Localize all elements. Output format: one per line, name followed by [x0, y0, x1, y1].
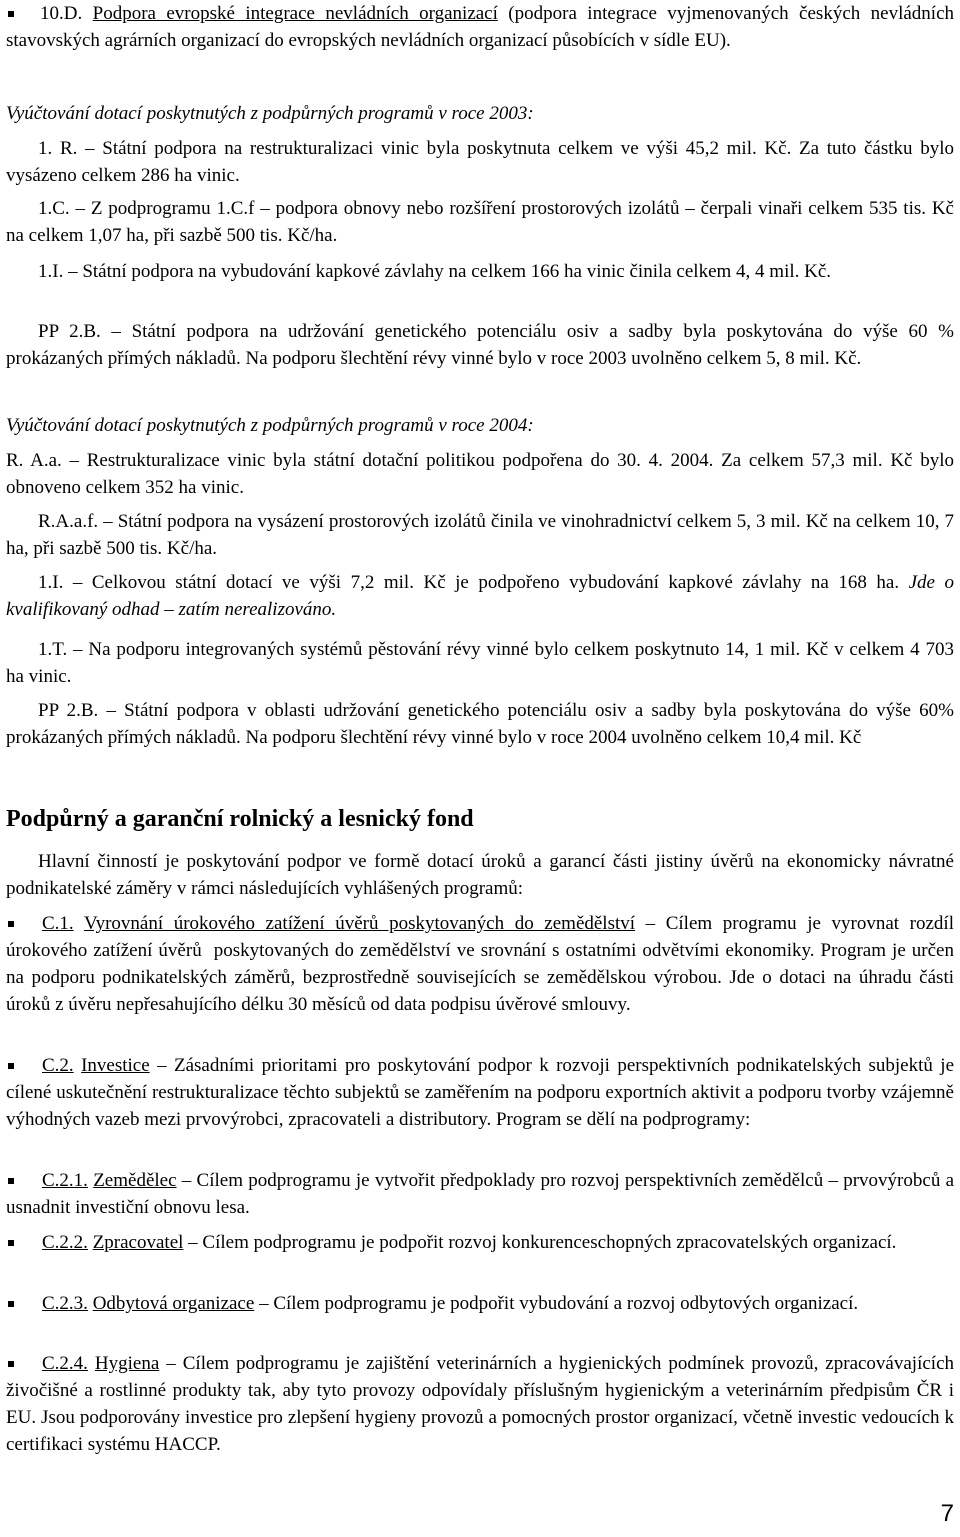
program-code[interactable]: C.2.3. — [42, 1293, 88, 1314]
program-title[interactable]: Vyrovnání úrokového zatížení úvěrů poskytovaných do zemědělství — [83, 913, 636, 934]
paragraph-2003-pp2b: PP 2.B. – Státní podpora na udržování genetického potenciálu osiv a sadby byla poskytována do výše 60 % prokázaných přímých nákladů. Na podporu šlechtění révy vinné bylo v roce 2003 uvolněno celkem 5, 8 mil. Kč. — [6, 321, 954, 369]
fund-heading: Podpůrný a garanční rolnický a lesnický fond — [6, 806, 474, 832]
bullet-icon — [8, 1063, 14, 1069]
paragraph-2004-pp2b: PP 2.B. – Státní podpora v oblasti udržování genetického potenciálu osiv a sadby byla poskytována do výše 60% prokázaných přímých nákladů. Na podporu šlechtění révy vinné bylo v roce 2004 uvolněno celkem 10,4 mil. Kč — [6, 700, 954, 748]
program-text: – Zásadními prioritami pro poskytování podpor k rozvoji perspektivních podnikatelských subjektů je cílené uskutečnění restrukturalizace těchto subjektů se zaměřením na podporu exportních aktivit a podporu tvorby vzájemně výhodných vazeb mezi prvovýrobci, zpracovateli a distributory. Program se dělí na podprogramy: — [6, 1055, 959, 1130]
program-title[interactable]: Investice — [81, 1055, 150, 1076]
paragraph-2003-1c: 1.C. – Z podprogramu 1.C.f – podpora obnovy nebo rozšíření prostorových izolátů – čerpali vinaři celkem 535 tis. Kč na celkem 1,07 ha, při sazbě 500 tis. Kč/ha. — [6, 198, 954, 246]
program-code[interactable]: C.2.1. — [42, 1170, 88, 1191]
paragraph-2003-1r: 1. R. – Státní podpora na restrukturalizaci vinic byla poskytnuta celkem ve výši 45,2 mil. Kč. Za tuto částku bylo vysázeno celkem 286 ha vinic. — [6, 138, 954, 186]
program-text: – Cílem podprogramu je zajištění veterinárních a hygienických podmínek provozů, zpracovávajících živočišné a rostlinné produkty tak, aby tyto provozy odpovídaly příslušným hygienickým a veterinárním předpisům ČR i EU. Jsou podporovány investice pro zlepšení hygieny provozů a pomocných prostor organizací, včetně investic vedoucích k certifikaci systému HACCP. — [6, 1353, 959, 1455]
page-number: 7 — [940, 1500, 954, 1527]
program-item-c23 — [6, 1290, 954, 1317]
program-text: – Cílem programu je vyrovnat rozdíl úrokového zatížení úvěrů poskytovaných do zemědělství ve srovnání s ostatními odvětvími ekonomiky. Program je určen na podporu podnikatelských záměrů, bezprostředně souvisejících se zemědělskou výrobou. Jde o dotaci na úhradu části úroků z úvěru nepřesahujícího délku 30 měsíců od data podpisu úvěrové smlouvy. — [6, 913, 959, 1015]
program-title[interactable]: Zpracovatel — [92, 1232, 184, 1253]
fund-intro: Hlavní činností je poskytování podpor ve formě dotací úroků a garancí části jistiny úvěrů na ekonomicky návratné podnikatelské záměry v rámci následujících vyhlášených programů: — [6, 851, 954, 899]
paragraph-text: 1.I. – Celkovou státní dotací ve výši 7,2 mil. Kč je podpořeno vybudování kapkové závlahy na 168 ha. — [38, 572, 909, 593]
section-heading-2003: Vyúčtování dotací poskytnutých z podpůrných programů v roce 2003: — [6, 103, 534, 124]
program-title[interactable]: Zemědělec — [93, 1170, 177, 1191]
bullet-icon — [8, 1240, 14, 1246]
program-item-c22 — [6, 1229, 954, 1256]
item-text: (podpora integrace vyjmenovaných českých nevládních stavovských agrárních organizací do evropských nevládních organizací působících v sídle EU). — [6, 3, 959, 51]
program-text: – Cílem podprogramu je podpořit rozvoj konkurenceschopných zpracovatelských organizací. — [183, 1232, 897, 1253]
item-title-link[interactable]: Podpora evropské integrace nevládních organizací — [92, 3, 498, 24]
bullet-item-10d — [6, 0, 959, 54]
paragraph-2003-1i: 1.I. – Státní podpora na vybudování kapkové závlahy na celkem 166 ha vinic činila celkem 4, 4 mil. Kč. — [38, 261, 832, 282]
bullet-icon — [8, 1178, 14, 1184]
paragraph-2004-raaf: R.A.a.f. – Státní podpora na vysázení prostorových izolátů činila ve vinohradnictví celkem 5, 3 mil. Kč na celkem 10, 7 ha, při sazbě 500 tis. Kč/ha. — [6, 511, 954, 559]
item-code: 10.D. — [40, 3, 83, 24]
program-code[interactable]: C.1. — [42, 913, 74, 934]
program-item-c1 — [6, 910, 959, 1018]
program-title[interactable]: Odbytová organizace — [92, 1293, 255, 1314]
program-code[interactable]: C.2.4. — [42, 1353, 88, 1374]
paragraph-2004-1t: 1.T. – Na podporu integrovaných systémů pěstování révy vinné bylo celkem poskytnuto 14, 1 mil. Kč v celkem 4 703 ha vinic. — [6, 639, 954, 687]
program-item-c21 — [6, 1167, 959, 1221]
program-title[interactable]: Hygiena — [94, 1353, 160, 1374]
program-text: – Cílem podprogramu je podpořit vybudování a rozvoj odbytových organizací. — [254, 1293, 859, 1314]
program-code[interactable]: C.2. — [42, 1055, 74, 1076]
paragraph-note: Jde o kvalifikovaný odhad – zatím nerealizováno. — [6, 572, 959, 620]
bullet-icon — [8, 1361, 14, 1367]
bullet-icon — [8, 921, 14, 927]
paragraph-2004-raa: R. A.a. – Restrukturalizace vinic byla státní dotační politikou podpořena do 30. 4. 2004. Za celkem 57,3 mil. Kč bylo obnoveno celkem 352 ha vinic. — [6, 450, 954, 498]
bullet-icon — [8, 11, 14, 17]
program-code[interactable]: C.2.2. — [42, 1232, 88, 1253]
paragraph-2004-1i — [6, 569, 959, 623]
program-item-c24 — [6, 1350, 959, 1458]
program-item-c2 — [6, 1052, 959, 1133]
section-heading-2004: Vyúčtování dotací poskytnutých z podpůrných programů v roce 2004: — [6, 415, 534, 436]
program-text: – Cílem podprogramu je vytvořit předpoklady pro rozvoj perspektivních zemědělců – prvovýrobců a usnadnit investiční obnovu lesa. — [6, 1170, 959, 1218]
bullet-icon — [8, 1301, 14, 1307]
